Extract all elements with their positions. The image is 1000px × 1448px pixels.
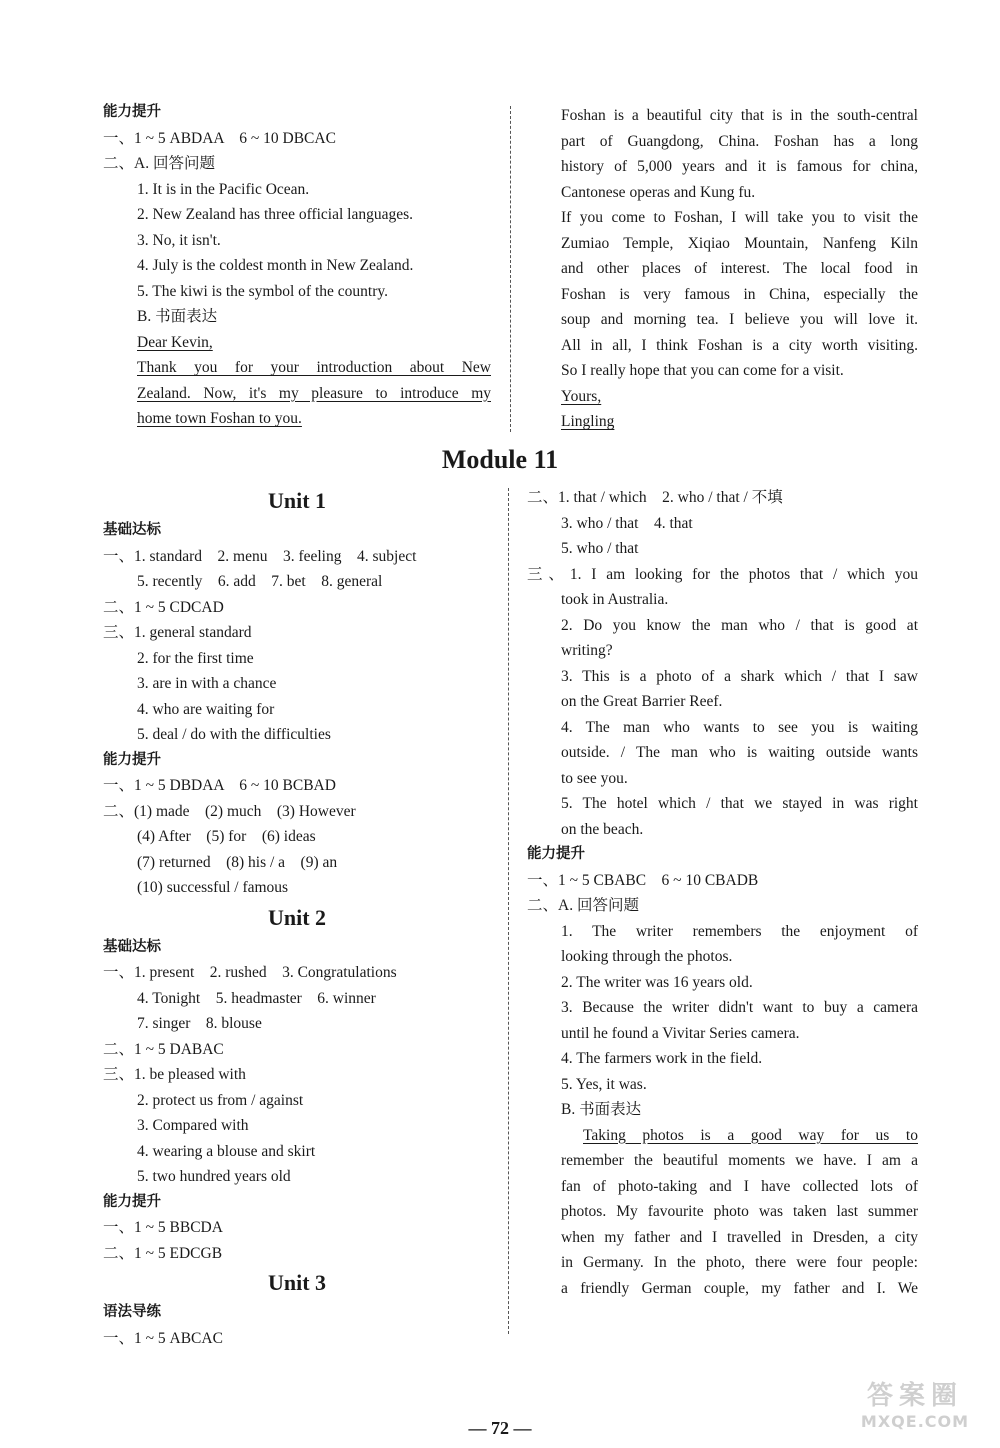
answer-line: 二、1 ~ 5 EDCGB (103, 1244, 223, 1262)
answer-line: 4. who are waiting for (137, 700, 275, 718)
answer-line: on the Great Barrier Reef. (561, 693, 723, 710)
unit-title: Unit 3 (267, 1270, 327, 1295)
letter-line: soup and morning tea. I believe you will love it. (561, 311, 918, 328)
essay-line: a friendly German couple, my father and I. We (561, 1279, 918, 1297)
letter-line (561, 384, 918, 410)
answer-line: 2. New Zealand has three official languages. (137, 206, 414, 223)
letter-line: history of 5,000 years and it is famous for china, (561, 158, 918, 175)
letter-line: part of Guangdong, China. Foshan has a long (561, 132, 918, 150)
answer-line: 一、1. standard 2. menu 3. feeling 4. subject (103, 547, 417, 565)
answer-line: 一、1 ~ 5 CBABC 6 ~ 10 CBADB (527, 871, 759, 889)
answer-line: 三、1. general standard (103, 624, 252, 641)
answer-line: 3. No, it isn't. (137, 231, 221, 249)
letter-signature: Lingling (561, 413, 615, 430)
answer-line: 4. wearing a blouse and skirt (137, 1142, 316, 1160)
letter-line: All in all, I think Foshan is a city worth visiting. (561, 336, 918, 354)
answer-line: 5. two hundred years old (137, 1168, 291, 1185)
answer-line: (7) returned (8) his / a (9) an (137, 853, 338, 871)
answer-line: 3. Compared with (137, 1117, 249, 1134)
answer-line: 一、1 ~ 5 DBDAA 6 ~ 10 BCBAD (103, 777, 336, 794)
answer-line: 2. The writer was 16 years old. (561, 973, 753, 991)
answer-line: took in Australia. (561, 591, 669, 608)
letter-greeting: Dear Kevin, (137, 333, 213, 351)
answer-line: 5. deal / do with the difficulties (137, 726, 331, 743)
section-heading: 能力提升 (103, 751, 161, 768)
letter-line: Cantonese operas and Kung fu. (561, 183, 756, 201)
top-left-column (103, 100, 491, 432)
essay-line: when my father and I travelled in Dresden, a city (561, 1228, 918, 1246)
answer-line: 5. The hotel which / that we stayed in was right (561, 795, 918, 812)
bottom-left-column (103, 484, 491, 1351)
letter-line: So I really hope that you can come for a visit. (561, 362, 844, 379)
unit-title: Unit 1 (267, 488, 327, 513)
answer-line: (4) After (5) for (6) ideas (137, 828, 316, 845)
answer-line: 二、A. 回答问题 (527, 897, 639, 914)
essay-line: fan of photo-taking and I have collected lots of (561, 1177, 918, 1195)
bottom-right-column (527, 485, 918, 1301)
letter-line: Zealand. Now, it's my pleasure to introduce my (137, 384, 491, 402)
letter-text: home town Foshan to you. (137, 410, 302, 427)
answer-line: 一、1 ~ 5 ABDAA 6 ~ 10 DBCAC (103, 129, 336, 147)
essay-line: remember the beautiful moments we have. I am a (561, 1152, 918, 1169)
answer-line: 三、1. be pleased with (103, 1066, 246, 1083)
answer-line: 2. Do you know the man who / that is good at (561, 616, 918, 634)
answer-line: 4. The farmers work in the field. (561, 1050, 763, 1067)
answer-line: 二、1 ~ 5 DABAC (103, 1040, 224, 1058)
answer-line: 一、1 ~ 5 ABCAC (103, 1329, 223, 1347)
essay-line: photos. My favourite photo was taken last summer (561, 1203, 918, 1220)
answer-line: 7. singer 8. blouse (137, 1015, 262, 1032)
answer-line: 二、1. that / which 2. who / that / 不填 (527, 489, 783, 506)
writing-label: B. 书面表达 (137, 308, 218, 325)
section-heading: 能力提升 (527, 846, 585, 862)
unit-title: Unit 2 (267, 904, 327, 930)
section-heading: 基础达标 (103, 938, 161, 955)
writing-label: B. 书面表达 (561, 1101, 642, 1118)
section-heading: 基础达标 (103, 522, 161, 538)
section-heading: 语法导练 (103, 1304, 161, 1320)
answer-line: 5. who / that (561, 540, 639, 557)
column-divider-top (510, 106, 511, 432)
answer-line: 4. Tonight 5. headmaster 6. winner (137, 989, 376, 1007)
letter-line (103, 406, 491, 432)
letter-line: Foshan is a beautiful city that is in the south-central (561, 107, 918, 124)
essay-line: in Germany. In the photo, there were four people: (561, 1254, 918, 1271)
column-divider-bottom (508, 488, 509, 1334)
answer-line: 二、A. 回答问题 (103, 155, 215, 172)
answer-line: 一、1. present 2. rushed 3. Congratulations (103, 964, 397, 981)
answer-line: 2. for the first time (137, 649, 254, 667)
answer-line: 1. The writer remembers the enjoyment of (561, 922, 918, 940)
letter-line: If you come to Foshan, I will take you to visit the (561, 209, 918, 226)
module-title: Module 11 (441, 445, 559, 474)
answer-line: 3. This is a photo of a shark which / that I saw (561, 667, 918, 685)
answer-line: on the beach. (561, 820, 644, 838)
letter-line (561, 409, 918, 435)
answer-line: 4. The man who wants to see you is waiting (561, 718, 918, 736)
answer-line: to see you. (561, 769, 628, 787)
answer-line: 2. protect us from / against (137, 1091, 304, 1109)
answer-line: 5. The kiwi is the symbol of the country. (137, 282, 388, 300)
section-heading: 能力提升 (103, 104, 161, 120)
watermark-text: 答案圈 (866, 1381, 963, 1411)
answer-line: 1. It is in the Pacific Ocean. (137, 180, 310, 198)
answer-line: 二、(1) made (2) much (3) However (103, 802, 356, 820)
letter-line: Foshan is very famous in China, especially the (561, 285, 918, 303)
letter-line: Thank you for your introduction about New (137, 359, 491, 376)
answer-line: 一、1 ~ 5 BBCDA (103, 1219, 223, 1236)
essay-line: Taking photos is a good way for us to (583, 1126, 918, 1144)
answer-line: 二、1 ~ 5 CDCAD (103, 598, 224, 616)
page-number: — 72 — (468, 1418, 532, 1438)
watermark-url: MXQE.COM (860, 1412, 970, 1431)
section-heading: 能力提升 (103, 1193, 161, 1210)
answer-line: 3. are in with a chance (137, 675, 277, 692)
answer-line: outside. / The man who is waiting outside wants (561, 744, 918, 761)
answer-line: 3. who / that 4. that (561, 514, 693, 532)
answer-line: (10) successful / famous (137, 879, 289, 896)
letter-closing: Yours, (561, 387, 602, 405)
top-right-column (561, 103, 918, 435)
answer-line: until he found a Vivitar Series camera. (561, 1024, 800, 1042)
answer-line: 三、1. I am looking for the photos that / which you (527, 565, 918, 583)
answer-line: 5. recently 6. add 7. bet 8. general (137, 573, 383, 590)
answer-line: writing? (561, 642, 613, 659)
answer-line: looking through the photos. (561, 948, 733, 965)
answer-line: 3. Because the writer didn't want to buy a camera (561, 999, 918, 1016)
answer-line: 4. July is the coldest month in New Zealand. (137, 257, 414, 274)
watermark-logo (840, 1380, 990, 1440)
letter-line (103, 330, 491, 356)
answer-line: 5. Yes, it was. (561, 1075, 647, 1093)
letter-line: and other places of interest. The local food in (561, 260, 918, 277)
letter-line: Zumiao Temple, Xiqiao Mountain, Nanfeng Kiln (561, 234, 918, 252)
